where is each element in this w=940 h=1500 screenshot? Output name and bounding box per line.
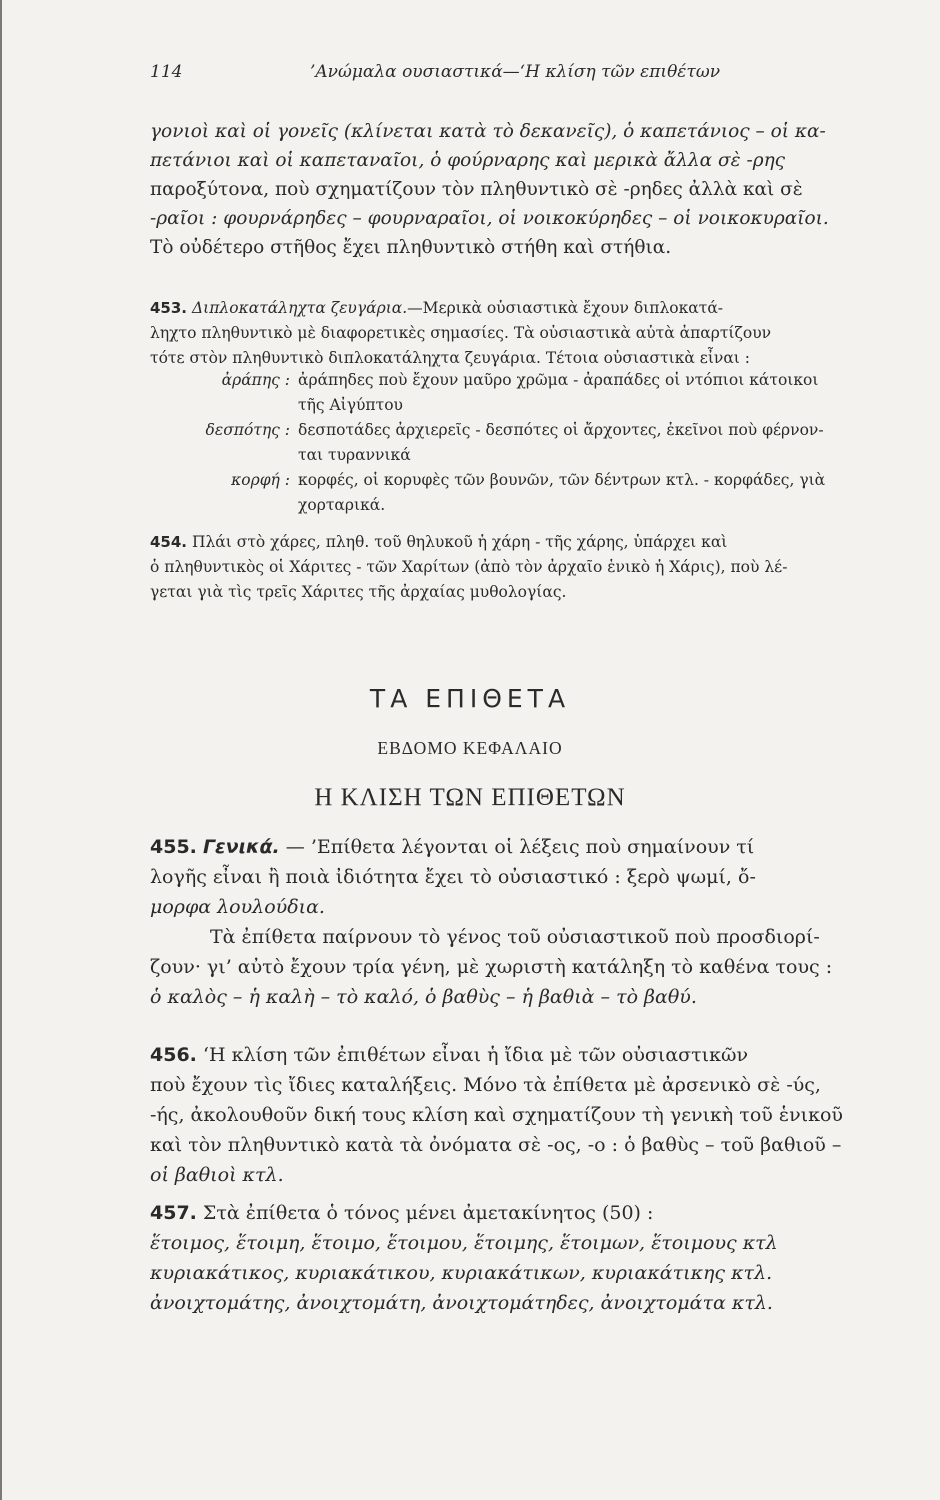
chapter-label: ΕΒΔΟΜΟ ΚΕΦΑΛΑΙΟ (377, 738, 563, 758)
example-term: κορφή : (231, 471, 290, 489)
text-line: παροξύτονα, ποὺ σχηματίζουν τὸν πληθυντικὸ σὲ -ρηδες ἀλλὰ καὶ σὲ (150, 179, 803, 200)
example-entry (150, 368, 930, 418)
examples-list (150, 368, 930, 518)
example-entry (150, 468, 930, 518)
section-number: 456. (150, 1044, 197, 1066)
text-line: γονιοὶ καὶ οἱ γονεῖς (κλίνεται κατὰ τὸ δεκανεῖς), ὁ καπετάνιος – οἱ κα- (150, 121, 826, 142)
example-text: τῆς Αἰγύπτου (298, 396, 403, 414)
text-line (150, 1198, 930, 1228)
text-line: καὶ τὸν πληθυντικὸ κατὰ τὰ ὀνόματα σὲ -ος, -ο : ὁ βαθὺς – τοῦ βαθιοῦ – (150, 1134, 842, 1156)
section-number: 453. (150, 299, 188, 317)
section-heading: Γενικά. (202, 836, 280, 858)
text-line (150, 296, 930, 321)
text-line: μορφα λουλούδια. (150, 896, 325, 918)
text-line: ἀνοιχτομάτης, ἀνοιχτομάτη, ἀνοιχτομάτηδες, ἀνοιχτομάτα κτλ. (150, 1292, 773, 1314)
section-456 (150, 1040, 930, 1190)
text-fragment: —Μερικὰ οὐσιαστικὰ ἔχουν διπλοκατά- (407, 299, 724, 317)
example-entry (150, 418, 930, 468)
text-line (150, 530, 930, 555)
text-line: ὁ πληθυντικὸς οἱ Χάριτες - τῶν Χαρίτων (ἀπὸ τὸν ἀρχαῖο ἑνικὸ ἡ Χάρις), ποὺ λέ- (150, 558, 788, 576)
running-title: ’Ανώμαλα ουσιαστικά—‘Η κλίση τῶν επιθέτων (310, 62, 721, 82)
text-line: κυριακάτικος, κυριακάτικου, κυριακάτικων, κυριακάτικης κτλ. (150, 1262, 773, 1284)
text-line (150, 1040, 930, 1070)
text-line: λογῆς εἶναι ἢ ποιὰ ἰδιότητα ἔχει τὸ οὐσιαστικό : ξερὸ ψωμί, ὄ- (150, 866, 756, 888)
text-line: οἱ βαθιοὶ κτλ. (150, 1164, 284, 1186)
text-line: Τὸ οὐδέτερο στῆθος ἔχει πληθυντικὸ στήθη καὶ στήθια. (150, 237, 672, 258)
text-line: ληχτο πληθυντικὸ μὲ διαφορετικὲς σημασίες. Τὰ οὐσιαστικὰ αὐτὰ ἀπαρτίζουν (150, 324, 772, 342)
text-line: τότε στὸν πληθυντικὸ διπλοκατάληχτα ζευγάρια. Τέτοια οὐσιαστικὰ εἶναι : (150, 349, 751, 367)
page-number: 114 (150, 62, 183, 82)
example-text: χορταρικά. (298, 496, 386, 514)
text-line: -ραῖοι : φουρνάρηδες – φουρναραῖοι, οἱ νοικοκύρηδες – οἱ νοικοκυραῖοι. (150, 208, 829, 229)
text-line: ποὺ ἔχουν τὶς ἴδιες καταλήξεις. Μόνο τὰ ἐπίθετα μὲ ἀρσενικὸ σὲ -ύς, (150, 1074, 821, 1096)
text-fragment: Πλάι στὸ χάρες, πληθ. τοῦ θηλυκοῦ ἡ χάρη - τῆς χάρης, ὑπάρχει καὶ (191, 533, 728, 551)
example-text: δεσποτάδες ἀρχιερεῖς - δεσπότες οἱ ἄρχοντες, ἐκεῖνοι ποὺ φέρνον- (298, 421, 824, 439)
part-title: ΤΑ ΕΠΙΘΕΤΑ (369, 684, 571, 713)
section-453 (150, 296, 930, 371)
text-fragment: — ’Επίθετα λέγονται οἱ λέξεις ποὺ σημαίνουν τί (279, 836, 755, 858)
text-line: πετάνιοι καὶ οἱ καπεταναῖοι, ὁ φούρναρης καὶ μερικὰ ἄλλα σὲ -ρης (150, 150, 786, 171)
section-heading: Διπλοκατάληχτα ζευγάρια. (191, 299, 408, 317)
text-line: -ής, ἀκολουθοῦν δική τους κλίση καὶ σχηματίζουν τὴ γενικὴ τοῦ ἑνικοῦ (150, 1104, 843, 1126)
section-454 (150, 530, 930, 605)
example-term: ἀράπης : (221, 371, 290, 389)
example-text: κορφές, οἱ κορυφὲς τῶν βουνῶν, τῶν δέντρων κτλ. - κορφάδες, γιὰ (298, 471, 826, 489)
text-line: ἕτοιμος, ἕτοιμη, ἕτοιμο, ἕτοιμου, ἕτοιμης, ἕτοιμων, ἕτοιμους κτλ (150, 1232, 778, 1254)
text-line: ὁ καλὸς – ἡ καλὴ – τὸ καλό, ὁ βαθὺς – ἡ βαθιὰ – τὸ βαθύ. (150, 986, 697, 1008)
section-number: 457. (150, 1202, 197, 1224)
section-number: 455. (150, 836, 197, 858)
text-line: Τὰ ἐπίθετα παίρνουν τὸ γένος τοῦ οὐσιαστικοῦ ποὺ προσδιορί- (210, 926, 820, 948)
section-457 (150, 1198, 930, 1318)
section-number: 454. (150, 533, 188, 551)
text-fragment: Στὰ ἐπίθετα ὁ τόνος μένει ἀμετακίνητος (50) : (196, 1202, 654, 1224)
example-text: ἀράπηδες ποὺ ἔχουν μαῦρο χρῶμα - ἀραπάδες οἱ ντόπιοι κάτοικοι (298, 371, 819, 389)
example-text: ται τυραννικά (298, 446, 411, 464)
text-fragment: ‘Η κλίση τῶν ἐπιθέτων εἶναι ἡ ἴδια μὲ τῶν οὐσιαστικῶν (196, 1044, 749, 1066)
text-line: ζουν· γι’ αὐτὸ ἔχουν τρία γένη, μὲ χωριστὴ κατάληξη τὸ καθένα τους : (150, 956, 833, 978)
chapter-title: Η ΚΛΙΣΗ ΤΩΝ ΕΠΙΘΕΤΩΝ (314, 784, 626, 811)
running-head (150, 62, 850, 86)
text-line (150, 832, 930, 862)
paragraph-continuation (150, 117, 930, 262)
example-term: δεσπότης : (205, 421, 290, 439)
text-line: γεται γιὰ τὶς τρεῖς Χάριτες τῆς ἀρχαίας μυθολογίας. (150, 583, 567, 601)
section-455 (150, 832, 930, 1012)
